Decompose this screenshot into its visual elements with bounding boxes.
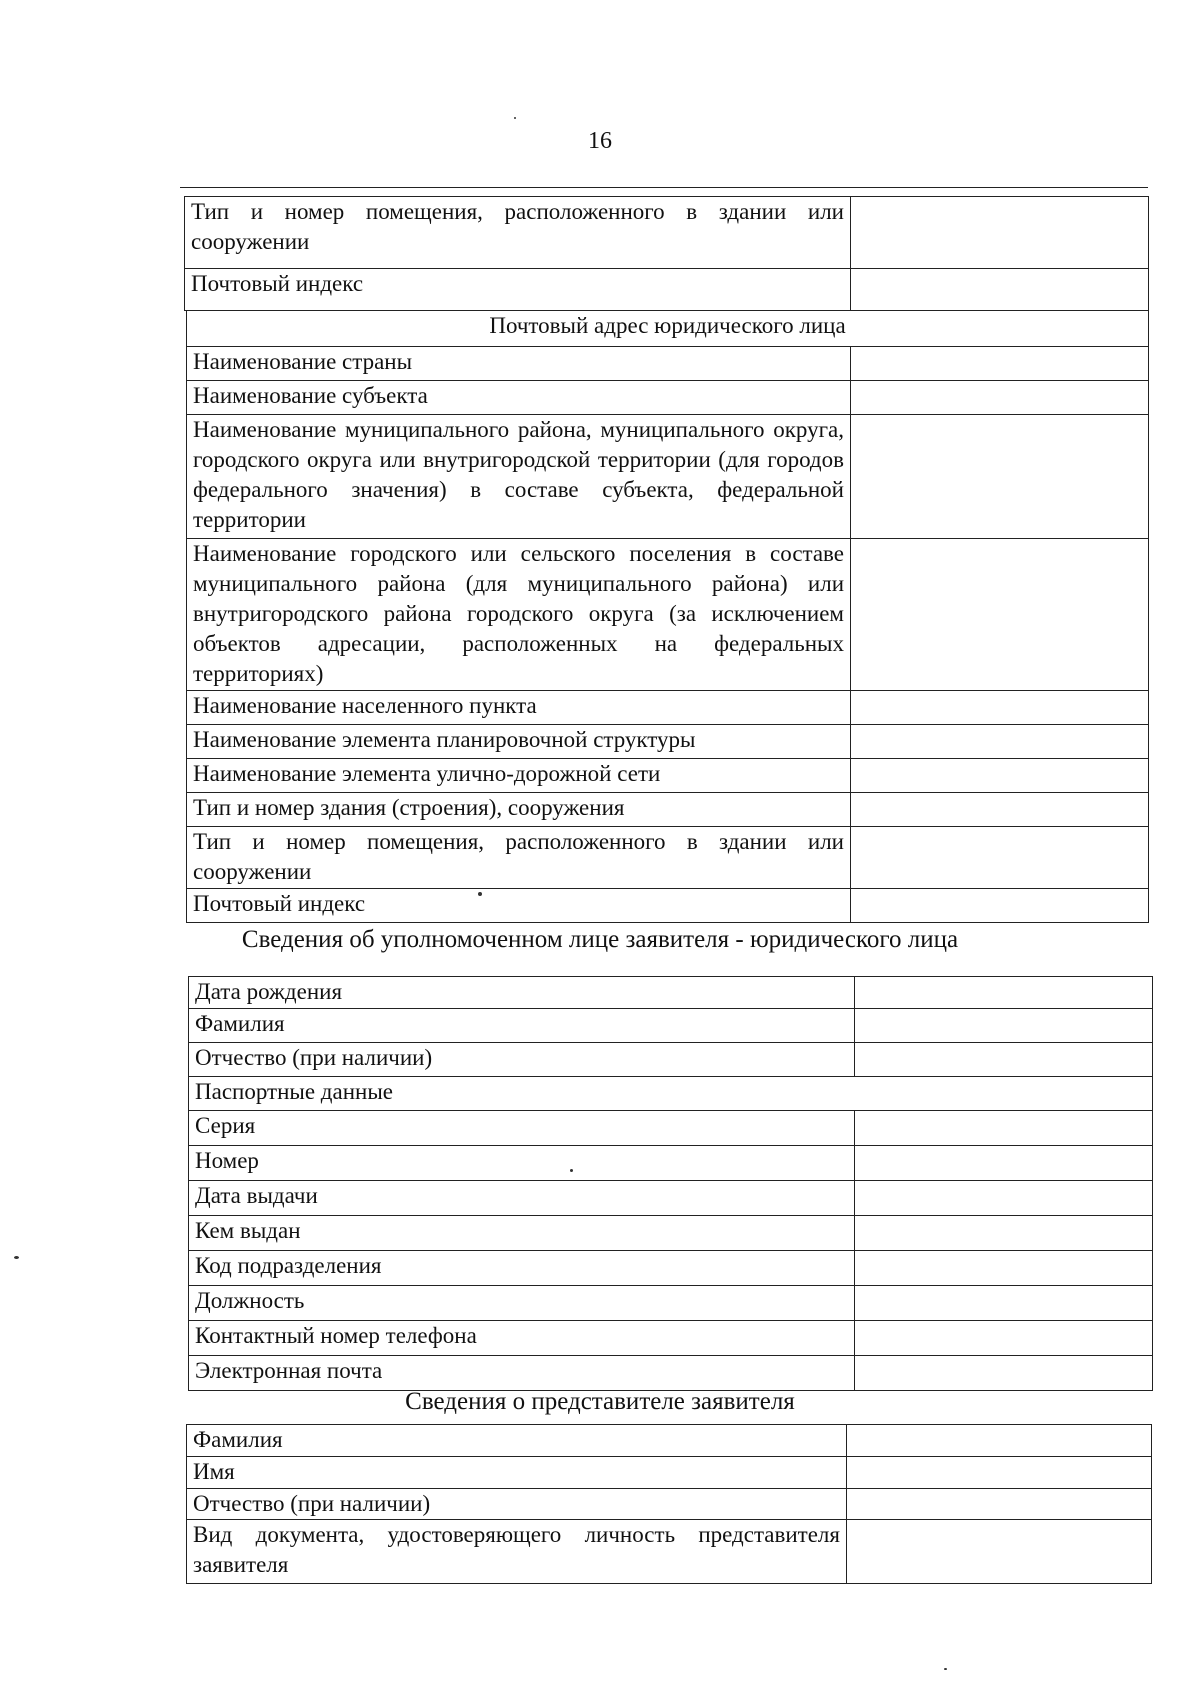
table-row — [187, 539, 1149, 691]
row-value-field[interactable] — [855, 1146, 1153, 1181]
row-label: Тип и номер помещения, расположенного в здании или сооружении — [187, 827, 851, 889]
row-value-field[interactable] — [847, 1457, 1152, 1489]
row-value-field[interactable] — [851, 827, 1149, 889]
row-value-field[interactable] — [851, 759, 1149, 793]
row-value-field[interactable] — [847, 1489, 1152, 1520]
row-value-field[interactable] — [851, 793, 1149, 827]
row-value-field[interactable] — [855, 1111, 1153, 1146]
row-label: Фамилия — [187, 1425, 847, 1457]
passport-data-heading: Паспортные данные — [189, 1077, 1153, 1111]
row-value-field[interactable] — [855, 1043, 1153, 1077]
row-label: Наименование муниципального района, муниципального округа, городского округа или внутригородской территории (для городов федерального значения) в составе субъекта, федеральной территории — [187, 415, 851, 539]
row-label: Наименование страны — [187, 347, 851, 381]
table-row — [189, 1251, 1153, 1286]
row-label: Дата выдачи — [189, 1181, 855, 1216]
table-row — [187, 415, 1149, 539]
row-label: Почтовый индекс — [187, 889, 851, 923]
row-value-field[interactable] — [851, 539, 1149, 691]
table-row — [187, 381, 1149, 415]
row-value-field[interactable] — [851, 415, 1149, 539]
table-row — [187, 691, 1149, 725]
row-value-field[interactable] — [847, 1520, 1152, 1584]
table-row — [189, 977, 1153, 1009]
row-label: Дата рождения — [189, 977, 855, 1009]
table-row — [189, 1286, 1153, 1321]
row-label: Контактный номер телефона — [189, 1321, 855, 1356]
table-row — [187, 1489, 1152, 1520]
row-label: Наименование городского или сельского поселения в составе муниципального района (для муниципального района) или внутригородского района городского округа (за исключением объектов адресации, расположенных на федеральных территориях) — [187, 539, 851, 691]
authorized-person-table — [188, 976, 1153, 1391]
scan-speck — [944, 1668, 947, 1670]
row-label: Наименование субъекта — [187, 381, 851, 415]
row-value-field[interactable] — [851, 197, 1149, 269]
scan-speck — [514, 117, 516, 119]
table-row — [187, 1425, 1152, 1457]
row-label: Отчество (при наличии) — [187, 1489, 847, 1520]
table-row — [189, 1321, 1153, 1356]
table-row — [187, 347, 1149, 381]
table-row — [189, 1043, 1153, 1077]
table-row — [187, 889, 1149, 923]
table-row — [189, 1181, 1153, 1216]
row-label: Отчество (при наличии) — [189, 1043, 855, 1077]
row-value-field[interactable] — [851, 725, 1149, 759]
row-label: Наименование элемента планировочной структуры — [187, 725, 851, 759]
row-value-field[interactable] — [855, 1181, 1153, 1216]
row-label: Почтовый индекс — [185, 269, 851, 311]
representative-section-title: Сведения о представителе заявителя — [405, 1388, 795, 1415]
postal-address-table — [186, 310, 1149, 923]
row-label: Код подразделения — [189, 1251, 855, 1286]
row-value-field[interactable] — [847, 1425, 1152, 1457]
scan-speck — [570, 1169, 573, 1172]
row-value-field[interactable] — [855, 1286, 1153, 1321]
row-label: Тип и номер здания (строения), сооружения — [187, 793, 851, 827]
row-label: Наименование элемента улично-дорожной сети — [187, 759, 851, 793]
row-value-field[interactable] — [855, 1009, 1153, 1043]
postal-address-heading: Почтовый адрес юридического лица — [187, 311, 1149, 347]
scan-speck — [478, 892, 482, 896]
row-value-field[interactable] — [855, 1251, 1153, 1286]
representative-table — [186, 1424, 1152, 1584]
row-value-field[interactable] — [855, 1321, 1153, 1356]
table-row — [185, 269, 1149, 311]
table-row — [189, 1111, 1153, 1146]
table-row — [187, 793, 1149, 827]
row-value-field[interactable] — [855, 1356, 1153, 1391]
row-value-field[interactable] — [851, 889, 1149, 923]
table-heading-row — [187, 311, 1149, 347]
table-row — [189, 1216, 1153, 1251]
table-heading-row — [189, 1077, 1153, 1111]
table-row — [187, 725, 1149, 759]
row-value-field[interactable] — [851, 347, 1149, 381]
row-value-field[interactable] — [851, 691, 1149, 725]
row-label: Наименование населенного пункта — [187, 691, 851, 725]
page-number: 16 — [588, 128, 612, 154]
row-value-field[interactable] — [851, 269, 1149, 311]
table-row — [187, 827, 1149, 889]
authorized-person-section-title: Сведения об уполномоченном лице заявителя - юридического лица — [241, 926, 959, 953]
row-label: Тип и номер помещения, расположенного в здании или сооружении — [185, 197, 851, 269]
row-label: Фамилия — [189, 1009, 855, 1043]
table-row — [189, 1146, 1153, 1181]
row-label: Электронная почта — [189, 1356, 855, 1391]
table-row — [189, 1009, 1153, 1043]
scan-speck — [14, 1256, 19, 1259]
row-label: Имя — [187, 1457, 847, 1489]
row-label: Номер — [189, 1146, 855, 1181]
row-value-field[interactable] — [855, 977, 1153, 1009]
row-label: Кем выдан — [189, 1216, 855, 1251]
table-row — [189, 1356, 1153, 1391]
row-value-field[interactable] — [851, 381, 1149, 415]
row-label: Вид документа, удостоверяющего личность представителя заявителя — [187, 1520, 847, 1584]
table-row — [187, 1520, 1152, 1584]
table-row — [187, 759, 1149, 793]
address-table-continued — [184, 196, 1149, 311]
row-label: Серия — [189, 1111, 855, 1146]
row-value-field[interactable] — [855, 1216, 1153, 1251]
top-rule — [180, 187, 1148, 188]
table-row — [187, 1457, 1152, 1489]
row-label: Должность — [189, 1286, 855, 1321]
table-row — [185, 197, 1149, 269]
